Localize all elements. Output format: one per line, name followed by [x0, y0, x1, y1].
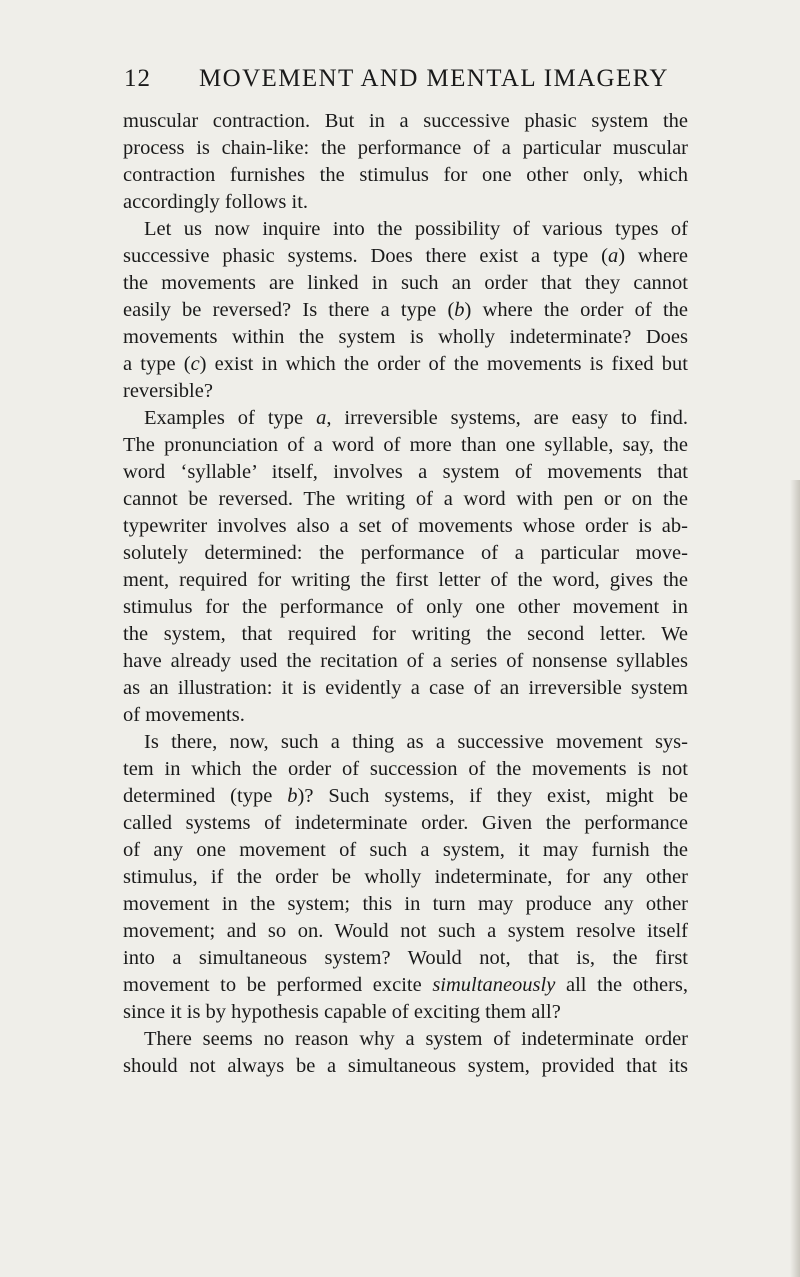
text-line: process is chain-like: the performance of a particular muscular [123, 137, 688, 159]
text-line: as an illustration: it is evidently a case of an irreversible system [123, 677, 688, 699]
text-line: movement to be performed excite simultaneously all the others, [123, 974, 688, 996]
text-line: word ‘syllable’ itself, involves a system of movements that [123, 461, 688, 483]
text-line: cannot be reversed. The writing of a word with pen or on the [123, 488, 688, 510]
text-line: the movements are linked in such an order that they cannot [123, 272, 688, 294]
text-line: typewriter involves also a set of movements whose order is ab- [123, 515, 688, 537]
text-line: determined (type b)? Such systems, if they exist, might be [123, 785, 688, 807]
text-line: movement; and so on. Would not such a system resolve itself [123, 920, 688, 942]
text-line: Is there, now, such a thing as a successive movement sys- [144, 731, 688, 753]
text-line: a type (c) exist in which the order of the movements is fixed but [123, 353, 688, 375]
text-line: easily be reversed? Is there a type (b) where the order of the [123, 299, 688, 321]
text-line: movement in the system; this in turn may produce any other [123, 893, 688, 915]
text-line: There seems no reason why a system of indeterminate order [144, 1028, 688, 1050]
text-line: The pronunciation of a word of more than one syllable, say, the [123, 434, 688, 456]
text-line: ment, required for writing the first letter of the word, gives the [123, 569, 688, 591]
text-line: Examples of type a, irreversible systems, are easy to find. [144, 407, 688, 429]
text-line: contraction furnishes the stimulus for one other only, which [123, 164, 688, 186]
body-text [123, 108, 688, 1080]
text-line: of movements. [123, 704, 245, 726]
text-line: accordingly follows it. [123, 191, 309, 213]
text-line: of any one movement of such a system, it may furnish the [123, 839, 688, 861]
text-line: reversible? [123, 380, 213, 402]
text-line: successive phasic systems. Does there exist a type (a) where [123, 245, 688, 267]
text-line: into a simultaneous system? Would not, that is, the first [123, 947, 688, 969]
running-header [124, 64, 684, 104]
text-line: should not always be a simultaneous system, provided that its [123, 1055, 688, 1077]
text-line: solutely determined: the performance of a particular move- [123, 542, 688, 564]
text-line: have already used the recitation of a series of nonsense syllables [123, 650, 688, 672]
text-line: the system, that required for writing the second letter. We [123, 623, 688, 645]
text-line: called systems of indeterminate order. Given the performance [123, 812, 688, 834]
running-title: MOVEMENT AND MENTAL IMAGERY [199, 65, 669, 92]
text-line: since it is by hypothesis capable of exciting them all? [123, 1001, 561, 1023]
text-line: Let us now inquire into the possibility of various types of [144, 218, 688, 240]
text-line: tem in which the order of succession of the movements is not [123, 758, 688, 780]
text-line: movements within the system is wholly indeterminate? Does [123, 326, 688, 348]
text-line: stimulus, if the order be wholly indeterminate, for any other [123, 866, 688, 888]
page-edge-shadow [790, 480, 800, 1277]
page-number: 12 [124, 65, 151, 92]
text-line: muscular contraction. But in a successive phasic system the [123, 110, 688, 132]
text-line: stimulus for the performance of only one other movement in [123, 596, 688, 618]
